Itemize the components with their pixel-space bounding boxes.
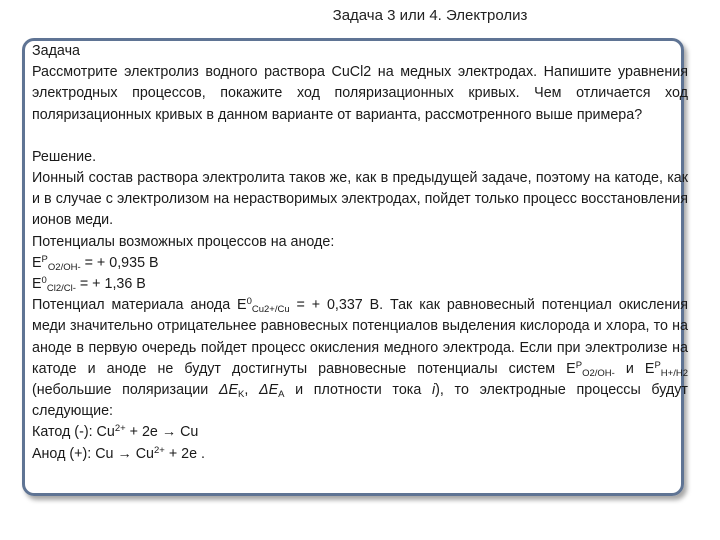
task-text: Рассмотрите электролиз водного раствора CuCl2 на медных электродах. Напишите уравнения электродных процессов, покажите ход поляризационных кривых. Чем отличается ход поляризационных кривых в данном варианте от варианта, рассмотренного выше примера? xyxy=(32,64,688,123)
task-heading: Задача xyxy=(32,43,80,59)
solution-heading: Решение. xyxy=(32,148,97,165)
cathode-equation: Катод (-): $Cu^{2+} + 2e \to Cu$ xyxy=(32,423,199,441)
solution-paragraph-2: Потенциал материала анода $E^0_{Cu2+/Cu}$ = + 0,337 В. Так как равновесный потенциал окисления меди значительно отрицательнее равновесных потенциалов выделения кислорода и хлора, то на аноде в первую очередь пойдет процесс окисления медного электрода. Если при электролизе на катоде и аноде не будут достигнуты равновесные потенциалы систем $E^P_{O2/OH-}$ и $E^P_{H+/H2}$ (небольшие поляризации $\Delta E_K$, $\Delta E_A$ и плотности тока i), то электродные процессы будут следующие: xyxy=(32,296,688,420)
solution-paragraph-1: Ионный состав раствора электролита таков же, как в предыдущей задаче, поэтому на катоде, как и в случае с электролизом на нерастворимых электродах, пойдет только процесс восстановления ионов меди. xyxy=(32,170,688,229)
spacer xyxy=(32,126,688,147)
potential-oxygen: $E^P_{O2/OH-}$ = + 0,935 В xyxy=(32,253,159,273)
potential-chlorine: $E^0_{Cl2/Cl-}$ = + 1,36 В xyxy=(32,275,146,295)
slide-title: Задача 3 или 4. Электролиз xyxy=(332,7,528,24)
content-body xyxy=(32,41,688,465)
anode-potentials-label: Потенциалы возможных процессов на аноде: xyxy=(32,233,335,250)
anode-equation: Анод (+): $Cu \to Cu^{2+} + 2e$ . xyxy=(32,444,205,462)
